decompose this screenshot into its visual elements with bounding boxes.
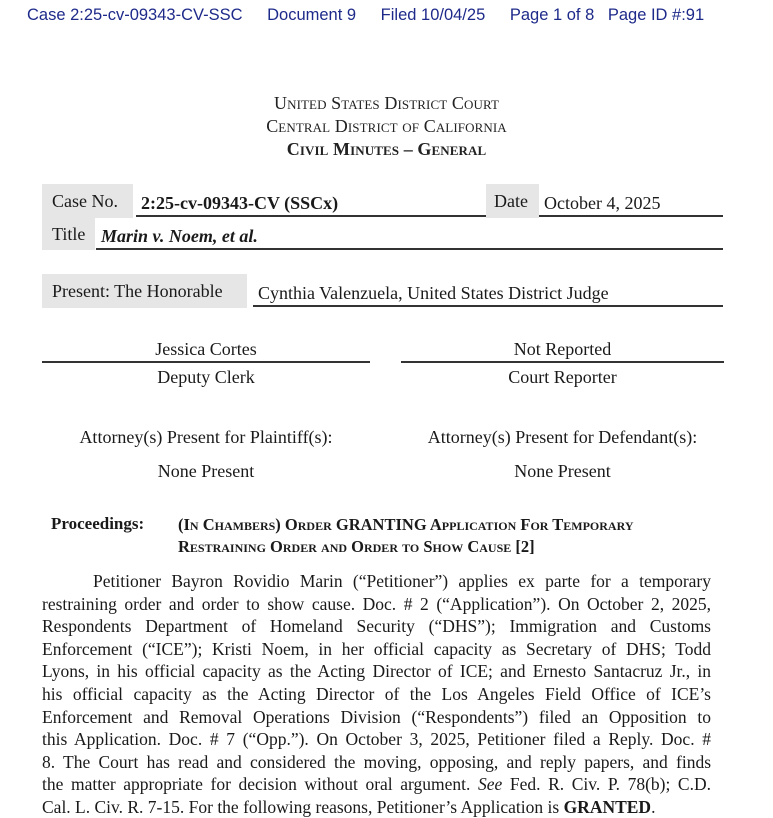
deputy-clerk-block	[42, 338, 370, 391]
body-line: Respondents Department of Homeland Security (“DHS”); Immigration and Customs	[42, 616, 711, 637]
citation-signal: See	[478, 774, 503, 795]
defendant-attorneys-value: None Present	[514, 461, 611, 481]
stamp-page-id: Page ID #:91	[607, 6, 705, 24]
granted-ruling: GRANTED	[563, 796, 652, 817]
stamp-filed-date: Filed 10/04/25	[380, 6, 486, 24]
court-district: Central District of California	[266, 116, 507, 136]
stamp-case-number: Case 2:25-cv-09343-CV-SSC	[27, 6, 243, 24]
body-text-segment: Cal. L. Civ. R. 7-15. For the following reasons, Petitioner’s Application is	[42, 796, 564, 817]
judge-field: Cynthia Valenzuela, United States District Judge	[253, 281, 723, 307]
date-label: Date	[486, 184, 539, 218]
proceedings-text: (In Chambers) Order	[178, 515, 336, 534]
court-reporter-block	[401, 338, 724, 391]
body-line: Enforcement and Removal Operations Division (“Respondents”) filed an Opposition to	[42, 706, 711, 727]
proceedings-text-line2: Restraining Order and Order to Show Cause [2]	[178, 537, 535, 556]
minutes-type: Civil Minutes – General	[286, 139, 487, 159]
court-reporter-name: Not Reported	[401, 338, 724, 363]
body-line: his official capacity as the Acting Director of the Los Angeles Field Office of ICE’s	[42, 683, 711, 704]
body-text-segment: the matter appropriate for decision without oral argument.	[42, 774, 478, 795]
date-field: October 4, 2025	[539, 191, 723, 217]
body-text-segment: .	[651, 796, 656, 817]
body-line: Petitioner Bayron Rovidio Marin (“Petitioner”) applies ex parte for a temporary	[93, 571, 711, 591]
order-body	[42, 570, 711, 818]
body-line: 8. The Court has read and considered the moving, opposing, and reply papers, and finds	[42, 751, 711, 772]
court-name: United States District Court	[274, 93, 499, 113]
body-line: Enforcement (“ICE”); Kristi Noem, in her official capacity as Secretary of DHS; Todd	[42, 638, 711, 659]
case-number-field: 2:25-cv-09343-CV (SSCx)	[136, 191, 486, 217]
defendant-attorneys-label: Attorney(s) Present for Defendant(s):	[427, 427, 698, 447]
body-line: Lyons, in his official capacity as the Acting Director of ICE; and Ernesto Santacruz Jr., in	[42, 661, 711, 682]
body-line	[42, 773, 711, 796]
deputy-clerk-role: Deputy Clerk	[157, 367, 255, 387]
present-label: Present: The Honorable	[42, 274, 247, 308]
deputy-clerk-name: Jessica Cortes	[42, 338, 370, 363]
court-heading	[0, 92, 773, 161]
plaintiff-attorneys	[42, 425, 370, 483]
plaintiff-attorneys-value: None Present	[157, 461, 255, 481]
body-line: this Application. Doc. # 7 (“Opp.”). On October 3, 2025, Petitioner filed a Reply. Doc. #	[42, 729, 711, 750]
proceedings-description	[178, 514, 634, 558]
case-no-label: Case No.	[42, 184, 133, 218]
body-text-segment: Fed. R. Civ. P. 78(b); C.D.	[502, 774, 711, 795]
stamp-page: Page 1 of 8	[509, 6, 595, 24]
filing-stamp	[27, 6, 724, 25]
proceedings-label: Proceedings:	[51, 514, 145, 533]
plaintiff-attorneys-label: Attorney(s) Present for Plaintiff(s):	[79, 427, 333, 447]
proceedings-text: Application For Temporary	[426, 515, 634, 534]
proceedings-granting: GRANTING	[335, 515, 427, 534]
defendant-attorneys	[401, 425, 724, 483]
title-label: Title	[42, 218, 95, 250]
body-line: restraining order and order to show cause. Doc. # 2 (“Application”). On October 2, 2025,	[42, 593, 711, 614]
stamp-document: Document 9	[267, 6, 357, 24]
court-reporter-role: Court Reporter	[508, 367, 617, 387]
body-line	[42, 796, 711, 818]
case-title-field: Marin v. Noem, et al.	[96, 224, 723, 250]
